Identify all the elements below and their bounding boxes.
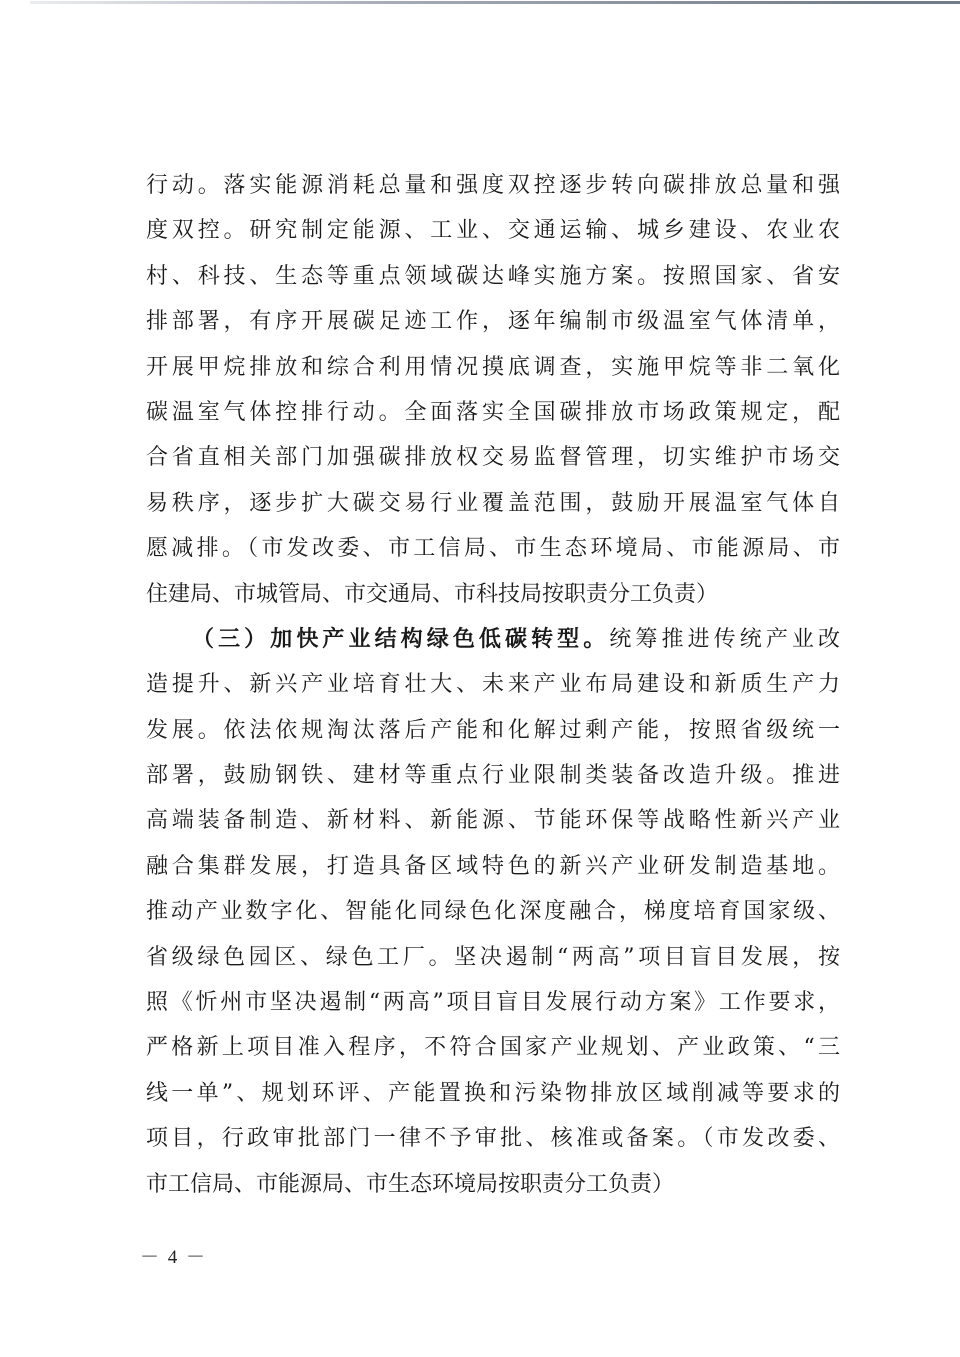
page-number: － 4 －	[140, 1247, 208, 1268]
paragraph-2-line: 省级绿色园区、绿色工厂。坚决遏制“两高”项目盲目发展，按	[146, 944, 840, 970]
scan-edge-line	[30, 1, 960, 4]
section-heading: （三）加快产业结构绿色低碳转型。	[192, 626, 610, 652]
paragraph-1-line: 合省直相关部门加强碳排放权交易监督管理，切实维护市场交	[146, 445, 840, 471]
paragraph-1-line: 度双控。研究制定能源、工业、交通运输、城乡建设、农业农	[146, 218, 840, 244]
paragraph-2-first-line	[146, 617, 840, 662]
paragraph-2-line: 融合集群发展，打造具备区域特色的新兴产业研发制造基地。	[146, 853, 840, 879]
paragraph-2-line: 高端装备制造、新材料、新能源、节能环保等战略性新兴产业	[146, 808, 840, 834]
paragraph-1-line: 碳温室气体控排行动。全面落实全国碳排放市场政策规定，配	[146, 399, 840, 425]
paragraph-2-line: 照《忻州市坚决遏制“两高”项目盲目发展行动方案》工作要求，	[146, 990, 840, 1016]
paragraph-2-line: 造提升、新兴产业培育壮大、未来产业布局建设和新质生产力	[146, 672, 840, 698]
paragraph-2-line: 市工信局、市能源局、市生态环境局按职责分工负责）	[146, 1171, 675, 1197]
paragraph-2-line: 严格新上项目准入程序，不符合国家产业规划、产业政策、“三	[146, 1035, 840, 1061]
paragraph-2-line: 项目，行政审批部门一律不予审批、核准或备案。（市发改委、	[146, 1126, 840, 1152]
paragraph-2-line: 线一单”、规划环评、产能置换和污染物排放区域削减等要求的	[146, 1080, 840, 1106]
paragraph-2-line: 推动产业数字化、智能化同绿色化深度融合，梯度培育国家级、	[146, 899, 840, 925]
paragraph-2-line: 发展。依法依规淘汰落后产能和化解过剩产能，按照省级统一	[146, 717, 840, 743]
paragraph-1-line: 行动。落实能源消耗总量和强度双控逐步转向碳排放总量和强	[146, 173, 840, 198]
paragraph-1-line: 开展甲烷排放和综合利用情况摸底调查，实施甲烷等非二氧化	[146, 354, 840, 380]
document-body	[146, 163, 840, 1207]
paragraph-1-line: 排部署，有序开展碳足迹工作，逐年编制市级温室气体清单，	[146, 309, 840, 335]
paragraph-2	[146, 617, 840, 1207]
paragraph-2-line: 部署，鼓励钢铁、建材等重点行业限制类装备改造升级。推进	[146, 763, 840, 789]
paragraph-1-line: 住建局、市城管局、市交通局、市科技局按职责分工负责）	[146, 581, 719, 607]
section-heading-rest: 统筹推进传统产业改	[609, 626, 840, 652]
paragraph-1-line: 愿减排。（市发改委、市工信局、市生态环境局、市能源局、市	[146, 536, 840, 562]
paragraph-1-line: 村、科技、生态等重点领域碳达峰实施方案。按照国家、省安	[146, 263, 840, 289]
paragraph-1	[146, 163, 840, 617]
paragraph-1-line: 易秩序，逐步扩大碳交易行业覆盖范围，鼓励开展温室气体自	[146, 490, 840, 516]
